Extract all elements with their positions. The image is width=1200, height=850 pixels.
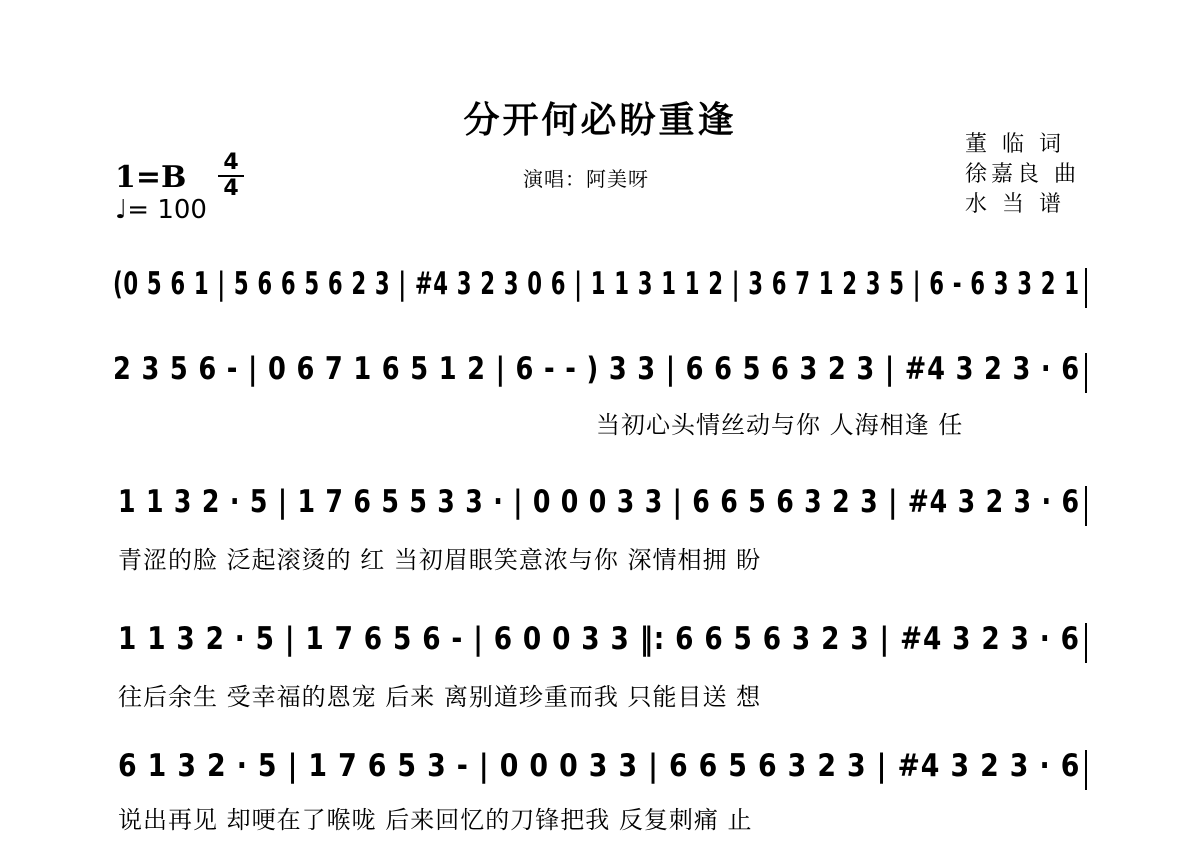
time-signature-top: 4 xyxy=(223,150,239,175)
notation-line: 1 1 3 2 · 5 | 1 7 6 5 6 - | 6 0 0 3 3 ‖: 6 6 5 6 3 2 3 | #4 3 2 3 · 6 xyxy=(118,621,1080,657)
notation-line: (0 5 6 1 | 5 6 6 5 6 2 3 | #4 3 2 3 0 6 | 1 1 3 1 1 2 | 3 6 7 1 2 3 5 | 6 - 6 3 3 2 1 xyxy=(113,266,1080,302)
composer-credit: 徐嘉良 曲 xyxy=(965,162,1080,187)
notation-line: 2 3 5 6 - | 0 6 7 1 6 5 1 2 | 6 - - ) 3 3 | 6 6 5 6 3 2 3 | #4 3 2 3 · 6 xyxy=(113,351,1080,387)
notation-line: 6 1 3 2 · 5 | 1 7 6 5 3 - | 0 0 0 3 3 | 6 6 5 6 3 2 3 | #4 3 2 3 · 6 xyxy=(118,748,1081,784)
singer-credit: 演唱：阿美呀 xyxy=(523,167,649,191)
lyric-line: 往后余生 受幸福的恩宠 后来 离别道珍重而我 只能目送 想 xyxy=(118,683,762,711)
lyric-line: 说出再见 却哽在了喉咙 后来回忆的刀锋把我 反复刺痛 止 xyxy=(118,806,753,834)
time-signature-bottom: 4 xyxy=(223,176,239,201)
notation-line: 1 1 3 2 · 5 | 1 7 6 5 5 3 3 · | 0 0 0 3 3 | 6 6 5 6 3 2 3 | #4 3 2 3 · 6 xyxy=(118,484,1080,520)
lyricist-credit: 董 临 词 xyxy=(965,132,1065,157)
song-title: 分开何必盼重逢 xyxy=(463,100,737,141)
barline xyxy=(1085,268,1087,308)
barline xyxy=(1085,353,1087,393)
credits xyxy=(965,130,1080,220)
lyric-line: 青涩的脸 泛起滚烫的 红 当初眉眼笑意浓与你 深情相拥 盼 xyxy=(118,546,762,574)
barline xyxy=(1085,750,1087,790)
key-signature: 1=B xyxy=(115,160,187,195)
barline xyxy=(1085,623,1087,663)
tempo-marking: ♩= 100 xyxy=(115,195,207,225)
barline xyxy=(1085,486,1087,526)
lyric-line: 当初心头情丝动与你 人海相逢 任 xyxy=(596,411,964,439)
transcriber-credit: 水 当 谱 xyxy=(965,192,1065,217)
time-signature xyxy=(218,152,244,200)
